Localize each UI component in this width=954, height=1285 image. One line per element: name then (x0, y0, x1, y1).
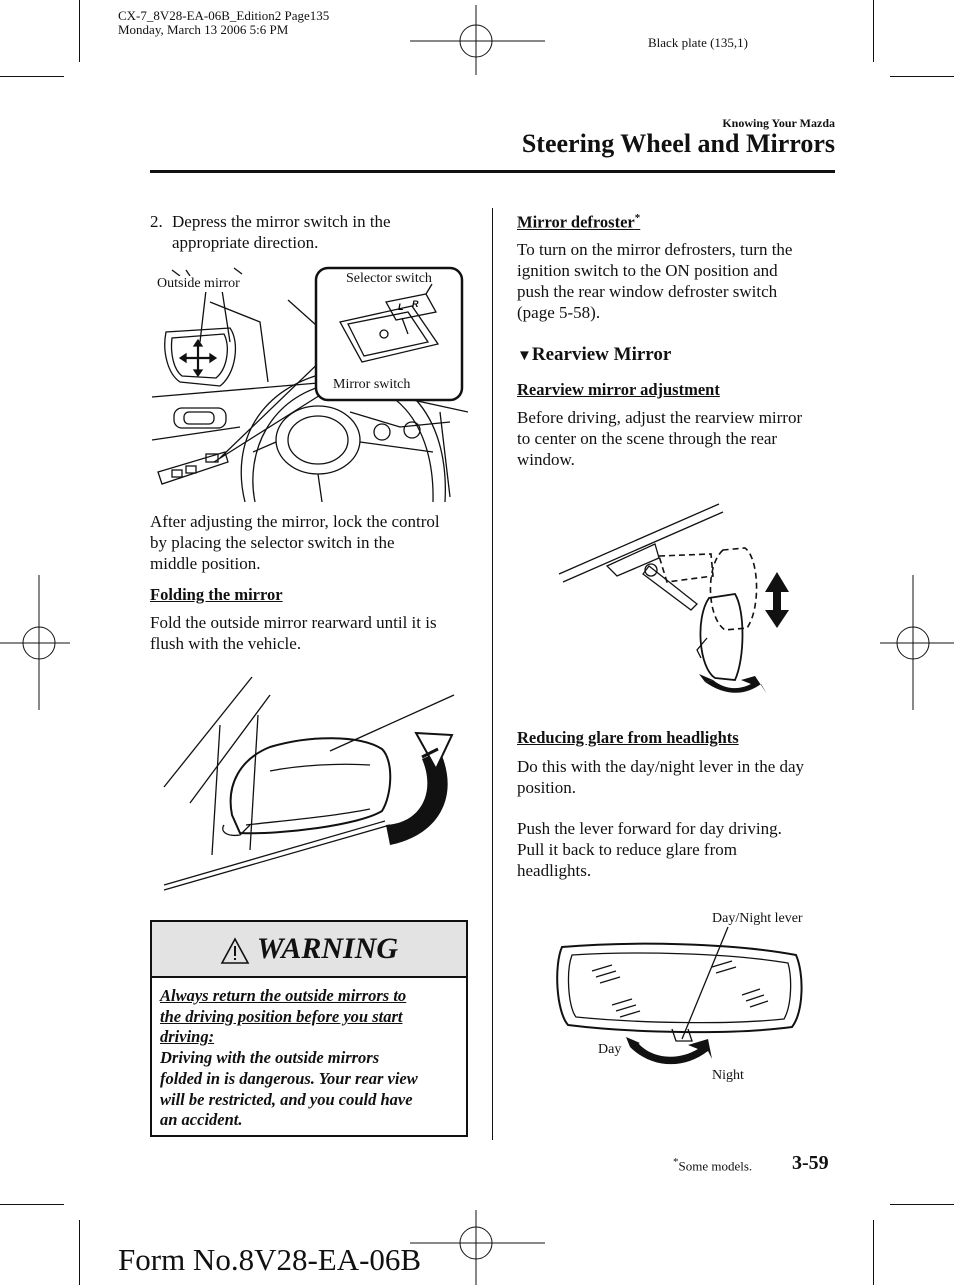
adjustment-text: window. (517, 450, 575, 469)
outside-mirror-label: Outside mirror (157, 276, 240, 291)
page-title: Steering Wheel and Mirrors (521, 129, 835, 158)
warning-line: an accident. (160, 1110, 243, 1130)
defroster-text: (page 5-58). (517, 303, 601, 322)
folding-mirror-illustration (160, 675, 460, 895)
night-label: Night (712, 1068, 744, 1083)
crop-mark (0, 1204, 64, 1205)
warning-text (152, 978, 466, 1139)
folding-text: Fold the outside mirror rearward until it is (150, 613, 437, 632)
crop-mark (79, 0, 80, 62)
page-number: 3-59 (792, 1152, 829, 1174)
some-models-star: * (634, 212, 641, 224)
lever-text: headlights. (517, 861, 592, 880)
mirror-switch-label: Mirror switch (333, 377, 411, 392)
warning-line: Always return the outside mirrors to (160, 986, 407, 1005)
glare-subheading: Reducing glare from headlights (517, 728, 739, 747)
door-mirror-switch-illustration (150, 262, 468, 502)
day-label: Day (598, 1042, 622, 1057)
registration-mark-top (410, 5, 545, 75)
plate-label: Black plate (135,1) (648, 35, 748, 50)
warning-title: WARNING (256, 932, 399, 965)
crop-mark (0, 76, 64, 77)
section-overline: Knowing Your Mazda (722, 116, 835, 130)
registration-mark-left (0, 575, 70, 710)
selector-l-label: L (398, 302, 404, 312)
warning-line: will be restricted, and you could have (160, 1089, 413, 1109)
warning-line: folded in is dangerous. Your rear view (160, 1068, 418, 1088)
lever-text: Push the lever forward for day driving. (517, 819, 782, 838)
footnote-text: Some models. (678, 1158, 753, 1174)
rearview-heading-text: Rearview Mirror (531, 344, 672, 365)
defroster-subheading (517, 212, 640, 233)
print-header-line2: Monday, March 13 2006 5:6 PM (118, 22, 289, 37)
warning-box (150, 920, 468, 1137)
adjustment-text: to center on the scene through the rear (517, 429, 778, 448)
rearview-mirror-adjust-illustration (555, 498, 805, 698)
warning-line: the driving position before you start (160, 1006, 403, 1026)
footnote (673, 1156, 752, 1174)
title-rule (150, 170, 835, 173)
warning-line: Driving with the outside mirrors (160, 1048, 380, 1068)
defroster-text: push the rear window defroster switch (517, 282, 778, 301)
step-text: Depress the mirror switch in the (172, 212, 391, 231)
after-adjust-text: middle position. (150, 554, 261, 573)
registration-mark-right (880, 575, 954, 710)
crop-mark (873, 0, 874, 62)
warning-header (152, 922, 466, 978)
section-marker: ▼ (517, 348, 532, 364)
lever-text: Pull it back to reduce glare from (517, 840, 737, 859)
after-adjust-text: After adjusting the mirror, lock the control (150, 512, 440, 531)
warning-line: driving: (160, 1027, 215, 1047)
crop-mark (79, 1220, 80, 1285)
glare-text: Do this with the day/night lever in the day (517, 757, 805, 776)
folding-text: flush with the vehicle. (150, 634, 302, 653)
registration-mark-bottom (410, 1210, 545, 1285)
step-text: appropriate direction. (172, 233, 319, 252)
column-divider (492, 208, 493, 1140)
defroster-text: ignition switch to the ON position and (517, 261, 778, 280)
step-number: 2. (150, 212, 163, 231)
rearview-heading (517, 344, 671, 366)
print-header-line1: CX-7_8V28-EA-06B_Edition2 Page135 (118, 8, 330, 23)
selector-switch-label: Selector switch (346, 271, 432, 286)
after-adjust-text: by placing the selector switch in the (150, 533, 395, 552)
footnote-star: * (673, 1156, 679, 1168)
adjustment-subheading: Rearview mirror adjustment (517, 380, 720, 399)
day-night-lever-label: Day/Night lever (712, 911, 803, 926)
crop-mark (890, 76, 954, 77)
defroster-text: To turn on the mirror defrosters, turn the (517, 240, 793, 259)
folding-subheading: Folding the mirror (150, 585, 283, 604)
adjustment-text: Before driving, adjust the rearview mirror (517, 408, 803, 427)
warning-triangle-icon (220, 937, 250, 965)
form-number: Form No.8V28-EA-06B (118, 1242, 422, 1277)
selector-r-label: R (412, 299, 419, 309)
glare-text: position. (517, 778, 577, 797)
defroster-title: Mirror defroster (517, 212, 635, 232)
crop-mark (890, 1204, 954, 1205)
crop-mark (873, 1220, 874, 1285)
day-night-lever-illustration (552, 925, 807, 1080)
